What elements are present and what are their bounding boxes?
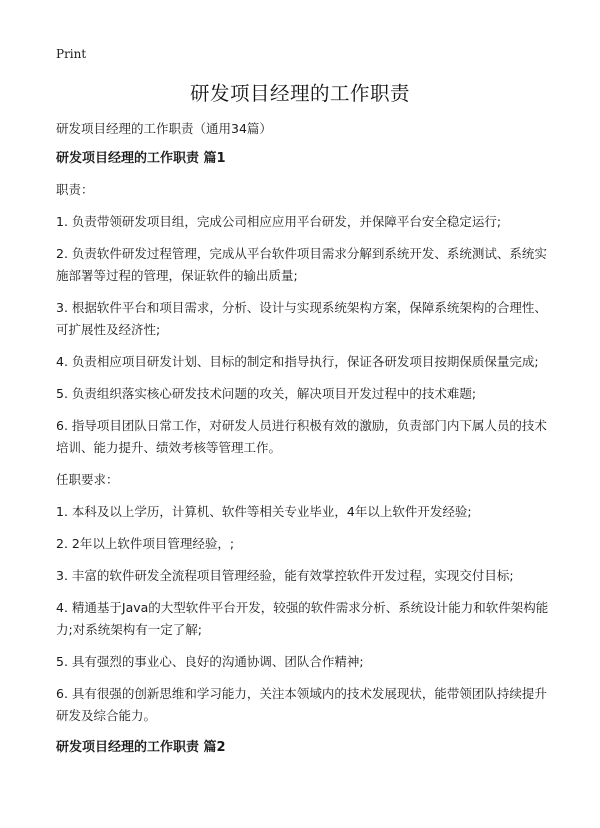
- document-subtitle: 研发项目经理的工作职责（通用34篇）: [56, 121, 272, 136]
- document-body: [56, 118, 550, 768]
- duty-item: 3. 根据软件平台和项目需求，分析、设计与实现系统架构方案，保障系统架构的合理性、可扩展性及经济性;: [56, 300, 547, 337]
- duty-item: 2. 负责软件研发过程管理，完成从平台软件项目需求分解到系统开发、系统测试、系统实施部署等过程的管理，保证软件的输出质量;: [56, 246, 547, 283]
- duties-label: 职责：: [56, 182, 94, 197]
- requirement-item: 2. 2年以上软件项目管理经验，;: [56, 536, 235, 551]
- requirement-item: 5. 具有强烈的事业心、良好的沟通协调、团队合作精神;: [56, 654, 364, 669]
- duty-item: 6. 指导项目团队日常工作，对研发人员进行积极有效的激励，负责部门内下属人员的技术培训、能力提升、绩效考核等管理工作。: [56, 418, 547, 455]
- duty-item: 4. 负责相应项目研发计划、目标的制定和指导执行，保证各研发项目按期保质保量完成;: [56, 354, 539, 369]
- duty-item: 5. 负责组织落实核心研发技术问题的攻关，解决项目开发过程中的技术难题;: [56, 386, 477, 401]
- print-link[interactable]: Print: [56, 47, 87, 61]
- page-title: 研发项目经理的工作职责: [189, 82, 410, 105]
- duty-item: 1. 负责带领研发项目组，完成公司相应应用平台研发，并保障平台安全稳定运行;: [56, 214, 502, 229]
- requirement-item: 4. 精通基于Java的大型软件平台开发，较强的软件需求分析、系统设计能力和软件架构能力;对系统架构有一定了解;: [56, 600, 549, 637]
- requirement-item: 6. 具有很强的创新思维和学习能力，关注本领域内的技术发展现状，能带领团队持续提升研发及综合能力。: [56, 686, 547, 723]
- section-heading-2: 研发项目经理的工作职责 篇2: [56, 740, 226, 755]
- requirements-label: 任职要求：: [56, 472, 119, 487]
- requirement-item: 1. 本科及以上学历，计算机、软件等相关专业毕业，4年以上软件开发经验;: [56, 504, 472, 519]
- requirement-item: 3. 丰富的软件研发全流程项目管理经验，能有效掌控软件开发过程，实现交付目标;: [56, 568, 514, 583]
- section-heading-1: 研发项目经理的工作职责 篇1: [56, 151, 226, 166]
